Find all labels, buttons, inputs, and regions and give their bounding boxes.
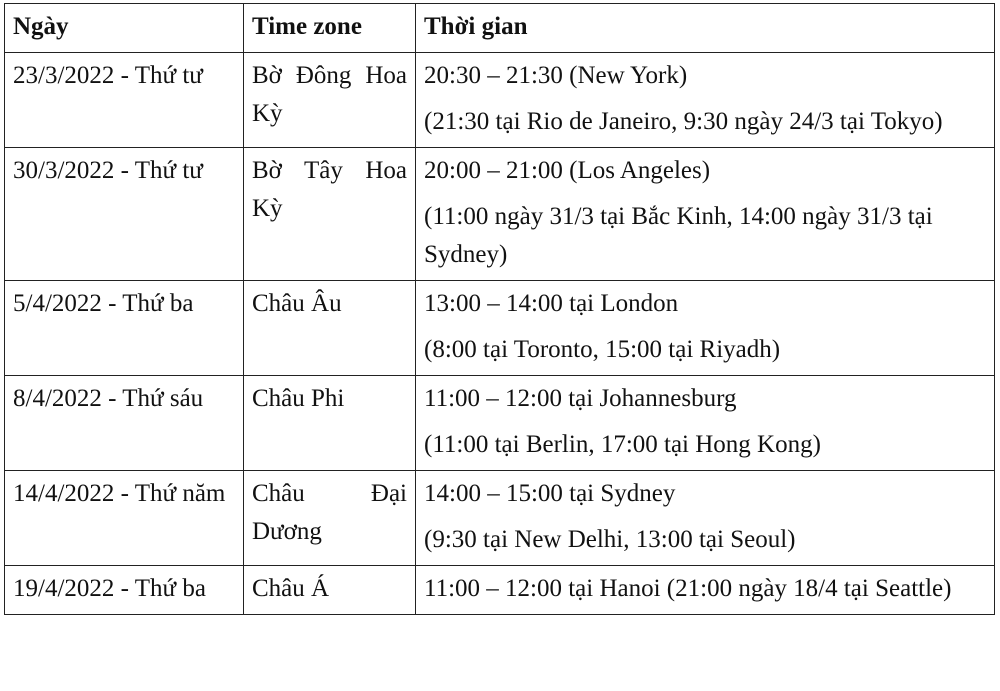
header-date: Ngày <box>5 4 244 53</box>
time-cell <box>416 53 995 148</box>
table-header <box>5 4 995 53</box>
table-row <box>5 281 995 376</box>
time-note: (21:30 tại Rio de Janeiro, 9:30 ngày 24/3 tại Tokyo) <box>424 108 943 135</box>
time-main: 20:30 – 21:30 (New York) <box>424 62 688 89</box>
time-main: 11:00 – 12:00 tại Hanoi (21:00 ngày 18/4 tại Seattle) <box>424 575 952 602</box>
time-main: 20:00 – 21:00 (Los Angeles) <box>424 157 711 184</box>
zone-cell: Châu Đại Dương <box>244 471 416 566</box>
time-note: (11:00 tại Berlin, 17:00 tại Hong Kong) <box>424 431 821 458</box>
header-time-zone: Time zone <box>244 4 416 53</box>
date-cell: 5/4/2022 - Thứ ba <box>5 281 244 376</box>
time-note: (11:00 ngày 31/3 tại Bắc Kinh, 14:00 ngày 31/3 tại Sydney) <box>424 203 933 268</box>
schedule-table <box>4 3 995 615</box>
table-row <box>5 566 995 615</box>
table-row <box>5 471 995 566</box>
date-cell: 23/3/2022 - Thứ tư <box>5 53 244 148</box>
table-body <box>5 53 995 615</box>
time-note: (9:30 tại New Delhi, 13:00 tại Seoul) <box>424 526 796 553</box>
table-row <box>5 148 995 281</box>
time-cell <box>416 566 995 615</box>
zone-cell: Châu Phi <box>244 376 416 471</box>
time-main: 14:00 – 15:00 tại Sydney <box>424 480 676 507</box>
time-cell <box>416 148 995 281</box>
date-cell: 30/3/2022 - Thứ tư <box>5 148 244 281</box>
time-main: 11:00 – 12:00 tại Johannesburg <box>424 385 737 412</box>
date-cell: 8/4/2022 - Thứ sáu <box>5 376 244 471</box>
time-cell <box>416 281 995 376</box>
table-row <box>5 376 995 471</box>
header-time: Thời gian <box>416 4 995 53</box>
date-cell: 19/4/2022 - Thứ ba <box>5 566 244 615</box>
zone-cell: Châu Á <box>244 566 416 615</box>
table-row <box>5 53 995 148</box>
zone-cell: Châu Âu <box>244 281 416 376</box>
time-main: 13:00 – 14:00 tại London <box>424 290 679 317</box>
zone-cell: Bờ Tây Hoa Kỳ <box>244 148 416 281</box>
date-cell: 14/4/2022 - Thứ năm <box>5 471 244 566</box>
time-cell <box>416 471 995 566</box>
zone-cell: Bờ Đông Hoa Kỳ <box>244 53 416 148</box>
time-note: (8:00 tại Toronto, 15:00 tại Riyadh) <box>424 336 781 363</box>
time-cell <box>416 376 995 471</box>
header-row <box>5 4 995 53</box>
